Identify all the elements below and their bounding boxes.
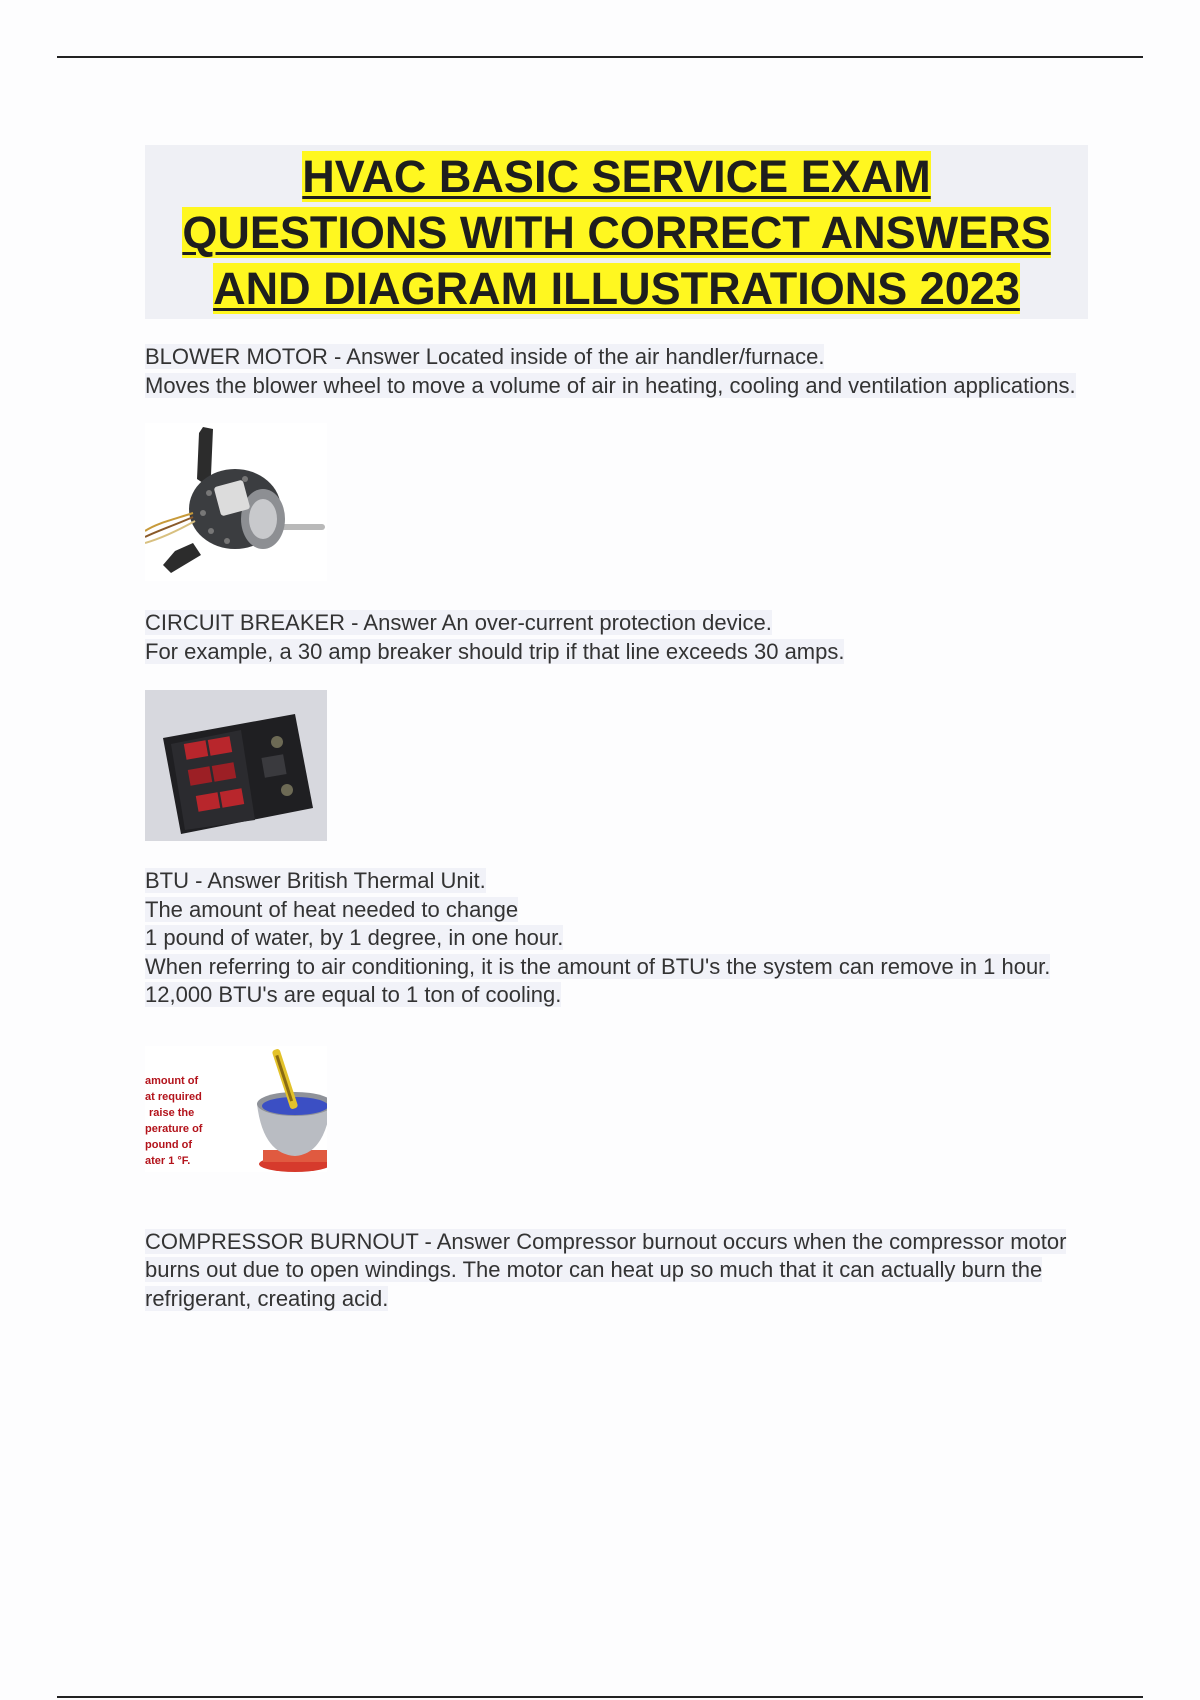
- entry-text: 1 pound of water, by 1 degree, in one hour.: [145, 925, 564, 950]
- btu-illustration-text: ater 1 °F.: [145, 1154, 191, 1167]
- title-line: AND DIAGRAM ILLUSTRATIONS 2023: [213, 263, 1020, 314]
- blower-motor-photo: [145, 423, 327, 581]
- entry-compressor-burnout: [145, 1228, 1088, 1314]
- entry-btu: [145, 867, 1088, 1010]
- document-title: [145, 145, 1088, 319]
- btu-illustration-text: at required: [145, 1090, 202, 1103]
- btu-illustration-text: amount of: [145, 1074, 199, 1087]
- title-line: HVAC BASIC SERVICE EXAM: [302, 151, 931, 202]
- header-rule: [57, 56, 1143, 58]
- page-content: [145, 145, 1088, 1313]
- btu-illustration-text: pound of: [145, 1138, 193, 1151]
- btu-illustration-text: raise the: [149, 1106, 195, 1119]
- entry-text: For example, a 30 amp breaker should trip if that line exceeds 30 amps.: [145, 638, 845, 664]
- entry-text: BTU - Answer British Thermal Unit.: [145, 868, 486, 893]
- entry-text: When referring to air conditioning, it is the amount of BTU's the system can remove in 1 hour. 12,000 BTU's are equal to 1 ton of cooling.: [145, 953, 1051, 1007]
- title-line: QUESTIONS WITH CORRECT ANSWERS: [182, 207, 1051, 258]
- entry-circuit-breaker: [145, 609, 1088, 666]
- entry-blower-motor: [145, 343, 1088, 400]
- btu-illustration-text: perature of: [145, 1122, 203, 1135]
- entry-text: BLOWER MOTOR - Answer Located inside of the air handler/furnace.: [145, 344, 825, 369]
- entry-text: The amount of heat needed to change: [145, 896, 519, 922]
- entry-text: COMPRESSOR BURNOUT - Answer Compressor burnout occurs when the compressor motor burns out due to open windings. The motor can heat up so much that it can actually burn the refrigerant, creating acid.: [145, 1228, 1067, 1311]
- footer-rule: [57, 1696, 1143, 1698]
- circuit-breaker-photo: [145, 690, 327, 841]
- entry-text: CIRCUIT BREAKER - Answer An over-current protection device.: [145, 610, 772, 635]
- btu-illustration: [145, 1046, 327, 1172]
- entry-text: Moves the blower wheel to move a volume of air in heating, cooling and ventilation applications.: [145, 372, 1076, 398]
